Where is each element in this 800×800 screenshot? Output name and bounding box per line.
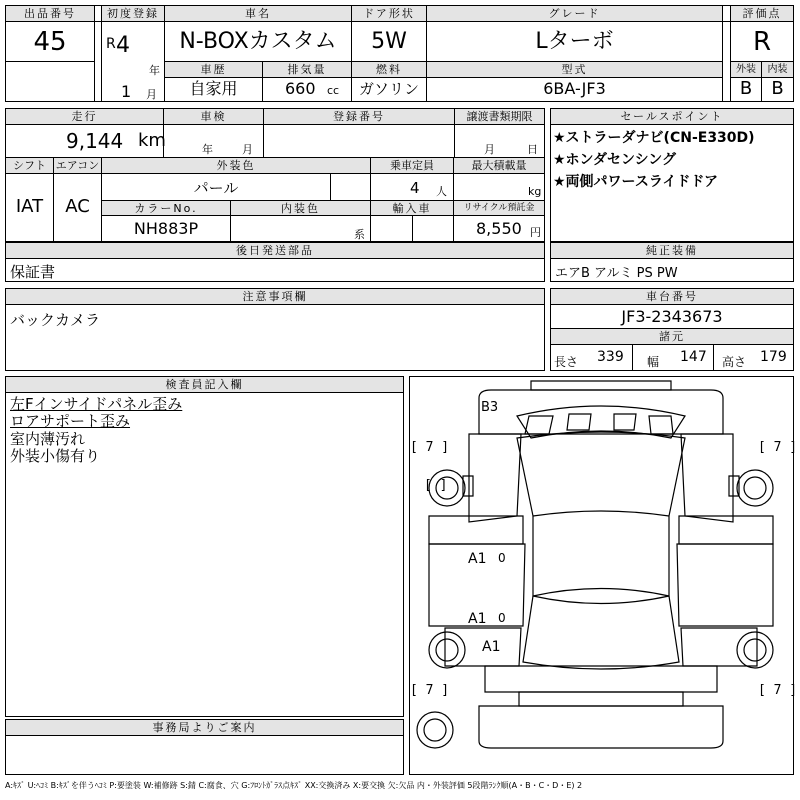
inspection-header: 車検 bbox=[164, 109, 263, 124]
mark-zero-2: 0 bbox=[498, 611, 506, 625]
legend-text: A:ｷｽﾞ U:ﾍｺﾐ B:ｷｽﾞを伴うﾍｺﾐ P:要塗装 W:補修跡 S:錆 C:腐食、穴 G:ﾌﾛﾝﾄｶﾞﾗｽ点ｷｽﾞ XX:交換済み X:要交換 欠:欠品 内・外装評価 5段階ﾗﾝｸ順(A・B・C・D・E) 2 bbox=[5, 781, 583, 790]
import-header: 輸入車 bbox=[371, 201, 453, 216]
sales-point-3: ★両側パワースライドドア bbox=[553, 174, 719, 190]
capacity-header: 乗車定員 bbox=[371, 158, 453, 173]
height-label: 高さ bbox=[722, 355, 747, 369]
sales-points-header: セールスポイント bbox=[551, 109, 793, 124]
exterior-value: B bbox=[739, 78, 753, 99]
chassis-value: JF3-2343673 bbox=[621, 307, 723, 326]
width-value: 147 bbox=[680, 349, 707, 365]
shift-header: シフト bbox=[6, 158, 53, 173]
grade-value: Lターボ bbox=[535, 29, 614, 54]
office-header: 事務局よりご案内 bbox=[6, 720, 403, 735]
int-color-header: 内装色 bbox=[231, 201, 370, 216]
recycle-value: 8,550 bbox=[476, 219, 522, 238]
caution-header: 注意事項欄 bbox=[6, 289, 544, 304]
aircon-header: エアコン bbox=[55, 159, 100, 172]
inspection-month-unit: 月 bbox=[242, 143, 253, 156]
reg-month-unit: 月 bbox=[146, 88, 157, 101]
door-header: ドア形状 bbox=[352, 6, 426, 21]
interior-value: B bbox=[771, 78, 784, 99]
displacement-header: 排気量 bbox=[263, 62, 351, 77]
model-value: 6BA-JF3 bbox=[543, 79, 606, 98]
capacity-value: 4 bbox=[410, 179, 420, 197]
kei-unit: 系 bbox=[354, 228, 365, 241]
ext-color-value: パール bbox=[193, 179, 239, 197]
reg-year-unit: 年 bbox=[149, 64, 160, 77]
era-value: R bbox=[106, 36, 116, 52]
grade-header: グレード bbox=[427, 6, 722, 21]
shift-value: IAT bbox=[15, 196, 44, 217]
tire-fl-mark: [ 7 ] bbox=[410, 440, 450, 455]
mileage-header: 走行 bbox=[6, 109, 163, 124]
score-value: R bbox=[752, 27, 772, 57]
inspector-header: 検査員記入欄 bbox=[6, 377, 403, 392]
mark-a1-front: A1 bbox=[468, 551, 487, 567]
length-label: 長さ bbox=[554, 355, 579, 369]
inspection-year-unit: 年 bbox=[202, 143, 213, 156]
spare-tire-mark: [ ] bbox=[424, 478, 448, 493]
inspector-note-1: 左Fインサイドパネル歪み bbox=[10, 395, 183, 413]
specs-header: 諸元 bbox=[551, 329, 793, 344]
interior-header: 内装 bbox=[762, 62, 793, 77]
displacement-value: 660 bbox=[285, 79, 316, 98]
capacity-unit: 人 bbox=[436, 185, 447, 198]
tire-rl-mark: [ 7 ] bbox=[410, 683, 450, 698]
later-parts-value: 保証書 bbox=[10, 263, 56, 281]
genuine-header: 純正装備 bbox=[551, 243, 793, 258]
recycle-header: リサイクル預託金 bbox=[454, 201, 544, 216]
kg-unit: kg bbox=[528, 185, 542, 198]
tire-fr-mark: [ 7 ] bbox=[758, 440, 798, 455]
yen-unit: 円 bbox=[530, 226, 541, 239]
ext-color-header: 外装色 bbox=[102, 158, 370, 173]
mileage-value: 9,144 bbox=[66, 129, 124, 153]
color-no-header: カラーNo. bbox=[102, 201, 230, 216]
caution-value: バックカメラ bbox=[10, 311, 101, 329]
first-reg-header: 初度登録 bbox=[102, 6, 164, 21]
sales-point-1: ★ストラーダナビ(CN-E330D) bbox=[553, 130, 755, 146]
reg-year-value: 4 bbox=[116, 33, 130, 58]
mark-zero-1: 0 bbox=[498, 551, 506, 565]
later-parts-header: 後日発送部品 bbox=[6, 243, 544, 258]
inspector-note-4: 外装小傷有り bbox=[10, 447, 101, 465]
car-diagram bbox=[409, 376, 794, 775]
lot-no-value: 45 bbox=[33, 27, 67, 57]
mileage-unit: km bbox=[138, 130, 166, 151]
color-no-value: NH883P bbox=[133, 219, 199, 238]
chassis-header: 車台番号 bbox=[551, 289, 793, 304]
inspector-note-2: ロアサポート歪み bbox=[10, 412, 131, 430]
lot-no-header: 出品番号 bbox=[6, 6, 94, 21]
mark-a1-wheel: A1 bbox=[482, 639, 501, 655]
mark-b3: B3 bbox=[481, 400, 499, 415]
sales-point-2: ★ホンダセンシング bbox=[553, 152, 677, 168]
transfer-month-unit: 月 bbox=[484, 143, 495, 156]
car-name-value: N-BOXカスタム bbox=[179, 29, 337, 54]
transfer-doc-header: 譲渡書類期限 bbox=[455, 109, 544, 124]
inspector-note-3: 室内薄汚れ bbox=[10, 430, 86, 448]
score-header: 評価点 bbox=[731, 6, 793, 21]
aircon-value: AC bbox=[65, 196, 90, 217]
car-name-header: 車名 bbox=[165, 6, 351, 21]
genuine-value: エアB アルミ PS PW bbox=[555, 266, 678, 281]
tire-rr-mark: [ 7 ] bbox=[758, 683, 798, 698]
fuel-value: ガソリン bbox=[358, 80, 419, 98]
transfer-day-unit: 日 bbox=[527, 143, 538, 156]
model-header: 型式 bbox=[427, 62, 722, 77]
cc-unit: cc bbox=[327, 84, 340, 97]
height-value: 179 bbox=[760, 349, 787, 365]
door-value: 5W bbox=[371, 29, 407, 54]
length-value: 339 bbox=[597, 349, 624, 365]
fuel-header: 燃料 bbox=[352, 62, 426, 77]
reg-month-value: 1 bbox=[121, 82, 132, 101]
width-label: 幅 bbox=[647, 355, 660, 369]
mark-a1-rear: A1 bbox=[468, 611, 487, 627]
history-header: 車歴 bbox=[165, 62, 262, 77]
history-value: 自家用 bbox=[189, 79, 238, 98]
reg-no-header: 登録番号 bbox=[264, 109, 454, 124]
max-load-header: 最大積載量 bbox=[454, 158, 544, 173]
exterior-header: 外装 bbox=[731, 62, 761, 77]
